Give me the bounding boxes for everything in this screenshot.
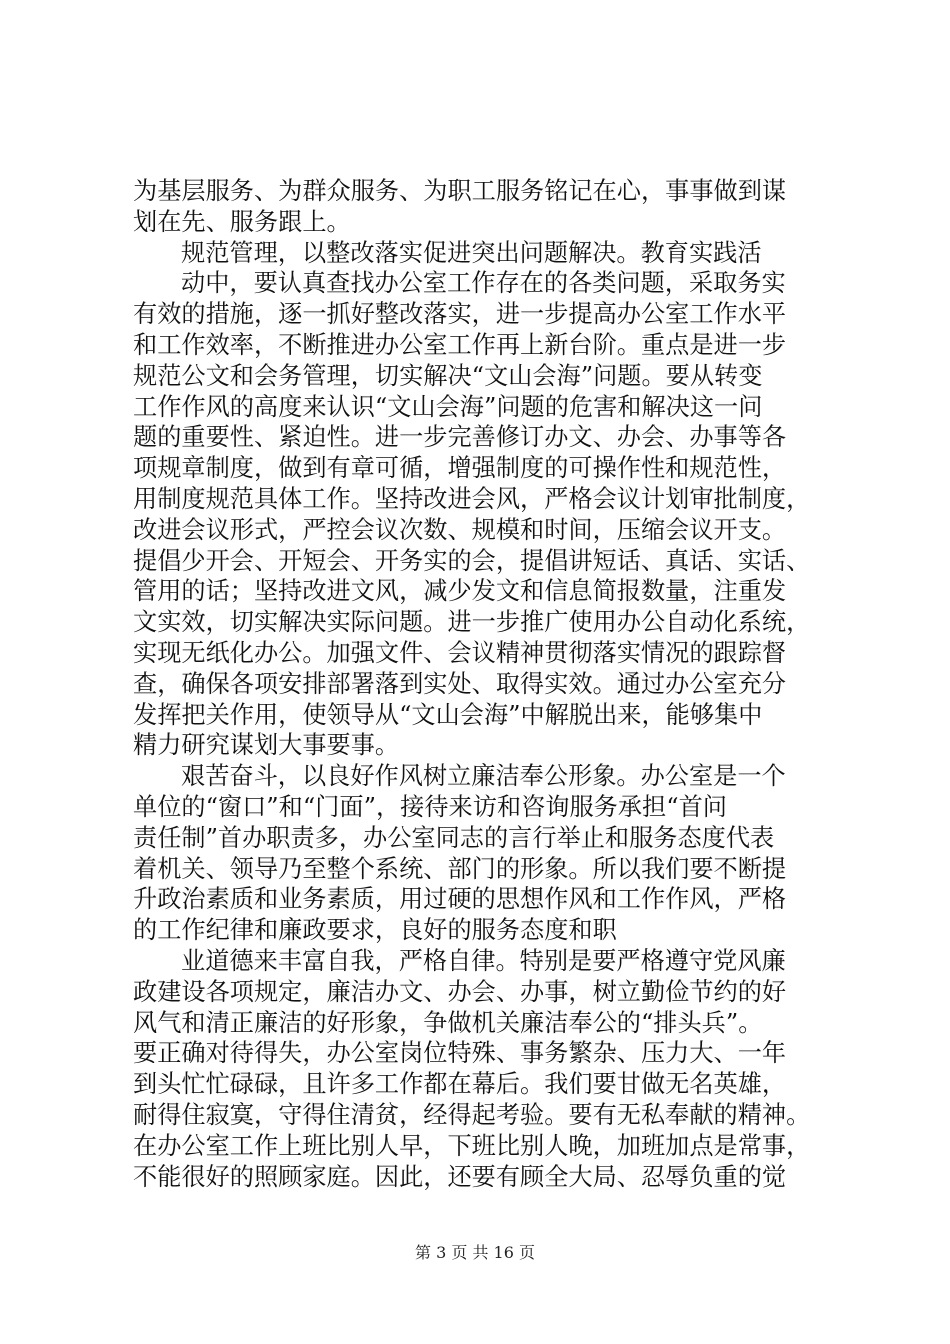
text-line: 改进会议形式，严控会议次数、规模和时间，压缩会议开支。 xyxy=(133,515,787,544)
text-line: 规范公文和会务管理，切实解决“文山会海”问题。要从转变 xyxy=(133,361,763,390)
text-line: 责任制”首办职责多，办公室同志的言行举止和服务态度代表 xyxy=(133,823,775,852)
text-line: 管用的话；坚持改进文风，减少发文和信息简报数量，注重发 xyxy=(133,577,787,606)
document-body xyxy=(133,176,833,1192)
paragraph-start-line: 规范管理，以整改落实促进突出问题解决。教育实践活 xyxy=(181,238,762,267)
text-line: 不能很好的照顾家庭。因此，还要有顾全大局、忍辱负重的觉 xyxy=(133,1162,787,1191)
text-line: 发挥把关作用，使领导从“文山会海”中解脱出来，能够集中 xyxy=(133,700,763,729)
text-line: 有效的措施，逐一抓好整改落实，进一步提高办公室工作水平 xyxy=(133,300,787,329)
text-line: 用制度规范具体工作。坚持改进会风，严格会议计划审批制度， xyxy=(133,484,811,513)
text-line: 要正确对待得失，办公室岗位特殊、事务繁杂、压力大、一年 xyxy=(133,1039,787,1068)
text-line: 到头忙忙碌碌，且许多工作都在幕后。我们要甘做无名英雄， xyxy=(133,1070,787,1099)
text-line: 的工作纪律和廉政要求，良好的服务态度和职 xyxy=(133,916,617,945)
text-line: 工作作风的高度来认识“文山会海”问题的危害和解决这一问 xyxy=(133,392,763,421)
text-line: 着机关、领导乃至整个系统、部门的形象。所以我们要不断提 xyxy=(133,854,787,883)
text-line: 查，确保各项安排部署落到实处、取得实效。通过办公室充分 xyxy=(133,669,787,698)
paragraph-start-line: 艰苦奋斗，以良好作风树立廉洁奉公形象。办公室是一个 xyxy=(181,762,786,791)
text-line: 在办公室工作上班比别人早，下班比别人晚，加班加点是常事， xyxy=(133,1131,811,1160)
text-line: 动中，要认真查找办公室工作存在的各类问题，采取务实 xyxy=(181,269,786,298)
text-line: 划在先、服务跟上。 xyxy=(133,207,351,236)
text-line: 为基层服务、为群众服务、为职工服务铭记在心，事事做到谋 xyxy=(133,177,787,205)
text-line: 精力研究谋划大事要事。 xyxy=(133,731,400,760)
text-line: 升政治素质和业务素质，用过硬的思想作风和工作作风，严格 xyxy=(133,885,787,914)
text-line: 风气和清正廉洁的好形象，争做机关廉洁奉公的“排头兵”。 xyxy=(133,1008,763,1037)
text-line: 项规章制度，做到有章可循，增强制度的可操作性和规范性， xyxy=(133,454,787,483)
text-line: 政建设各项规定，廉洁办文、办会、办事，树立勤俭节约的好 xyxy=(133,977,787,1006)
text-line: 和工作效率，不断推进办公室工作再上新台阶。重点是进一步 xyxy=(133,330,787,359)
text-line: 题的重要性、紧迫性。进一步完善修订办文、办会、办事等各 xyxy=(133,423,787,452)
text-line: 耐得住寂寞，守得住清贫，经得起考验。要有无私奉献的精神。 xyxy=(133,1100,811,1129)
text-line: 实现无纸化办公。加强文件、会议精神贯彻落实情况的跟踪督 xyxy=(133,638,787,667)
paragraph-start-line: 业道德来丰富自我，严格自律。特别是要严格遵守党风廉 xyxy=(181,946,786,975)
page-number-footer: 第 3 页 共 16 页 xyxy=(415,1243,535,1262)
text-line: 提倡少开会、开短会、开务实的会，提倡讲短话、真话、实话、 xyxy=(133,546,811,575)
text-line: 文实效，切实解决实际问题。进一步推广使用办公自动化系统， xyxy=(133,608,811,637)
text-line: 单位的“窗口”和“门面”，接待来访和咨询服务承担“首问 xyxy=(133,792,727,821)
